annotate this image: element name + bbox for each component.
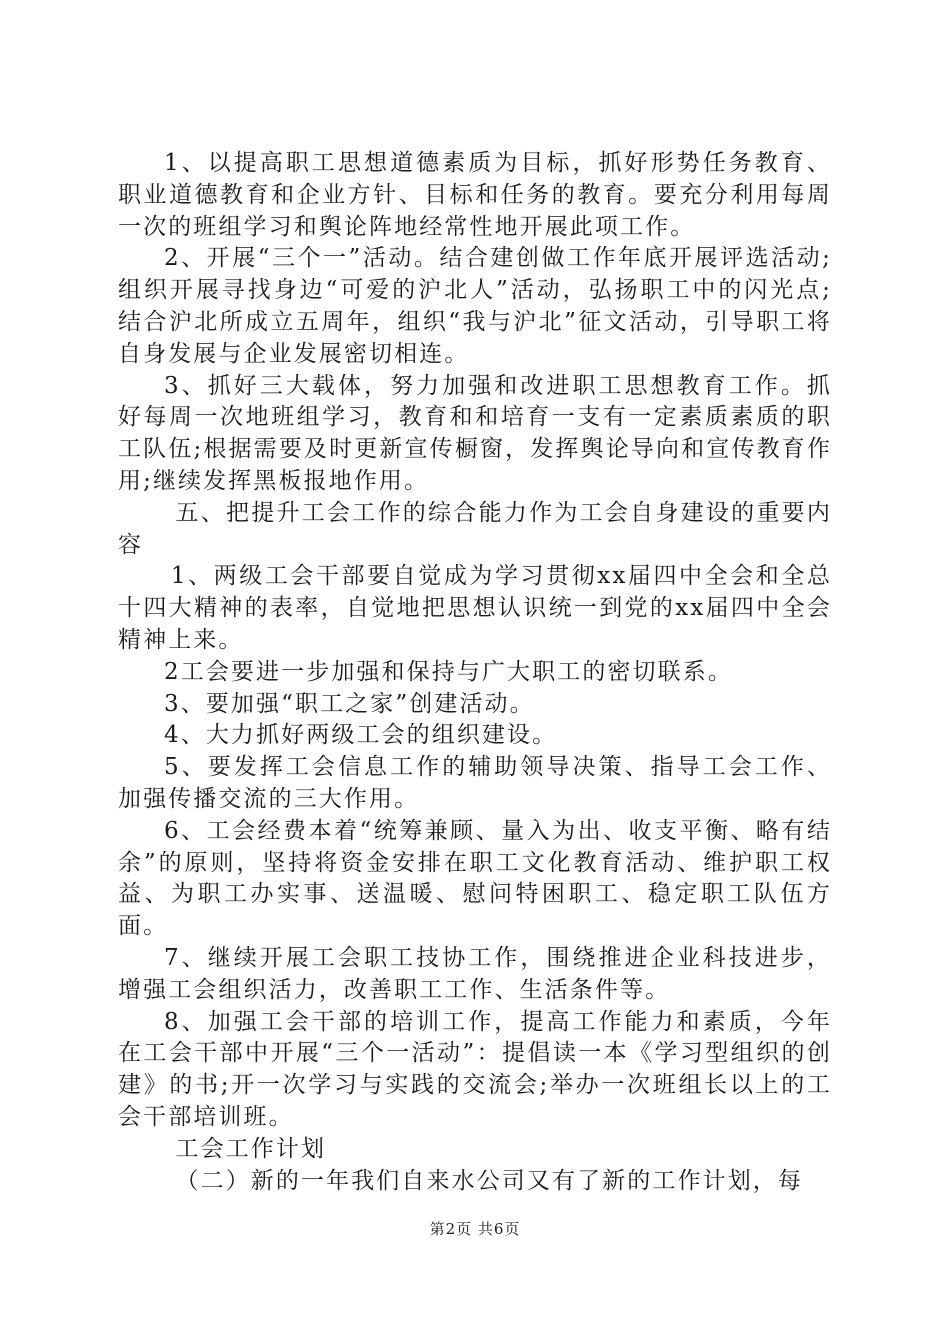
paragraph-item-3: 3、抓好三大载体，努力加强和改进职工思想教育工作。抓好每周一次地班组学习，教育和和培育一支有一定素质素质的职工队伍;根据需要及时更新宣传橱窗，发挥舆论导向和宣传教育作用;继续发挥黑板报地作用。 <box>118 372 832 494</box>
section-heading-five: 五、把提升工会工作的综合能力作为工会自身建设的重要内容 <box>118 499 832 558</box>
section-title-work-plan: 工会工作计划 <box>175 1135 327 1162</box>
paragraph-item-5-2: 2工会要进一步加强和保持与广大职工的密切联系。 <box>164 658 733 685</box>
document-body <box>118 148 832 1197</box>
paragraph-item-2: 2、开展“三个一”活动。结合建创做工作年底开展评选活动;组织开展寻找身边“可爱的沪北人”活动，弘扬职工中的闪光点;结合沪北所成立五周年，组织“我与沪北”征文活动，引导职工将自身发展与企业发展密切相连。 <box>118 245 832 367</box>
paragraph-item-5-7: 7、继续开展工会职工技协工作，围绕推进企业科技进步，增强工会组织活力，改善职工工作、生活条件等。 <box>118 944 832 1003</box>
paragraph-item-two: （二）新的一年我们自来水公司又有了新的工作计划，每 <box>175 1167 803 1194</box>
paragraph-item-5-5: 5、要发挥工会信息工作的辅助领导决策、指导工会工作、加强传播交流的三大作用。 <box>118 754 832 812</box>
paragraph-item-5-3: 3、要加强“职工之家”创建活动。 <box>164 690 535 717</box>
paragraph-item-5-8: 8、加强工会干部的培训工作，提高工作能力和素质，今年在工会干部中开展“三个一活动”：提倡读一本《学习型组织的创建》的书;开一次学习与实践的交流会;举办一次班组长以上的工会干部培训班。 <box>118 1008 832 1130</box>
page-number-footer: 第2页 共6页 <box>429 1220 521 1238</box>
paragraph-item-5-4: 4、大力抓好两级工会的组织建设。 <box>164 722 558 749</box>
paragraph-item-5-1: 1、两级工会干部要自觉成为学习贯彻xx届四中全会和全总十四大精神的表率，自觉地把思想认识统一到党的xx届四中全会精神上来。 <box>118 563 832 653</box>
paragraph-item-5-6: 6、工会经费本着“统筹兼顾、量入为出、收支平衡、略有结余”的原则，坚持将资金安排在职工文化教育活动、维护职工权益、为职工办实事、送温暖、慰问特困职工、稳定职工队伍方面。 <box>118 817 832 940</box>
paragraph-item-1: 1、以提高职工思想道德素质为目标，抓好形势任务教育、职业道德教育和企业方针、目标和任务的教育。要充分利用每周一次的班组学习和舆论阵地经常性地开展此项工作。 <box>118 150 832 240</box>
